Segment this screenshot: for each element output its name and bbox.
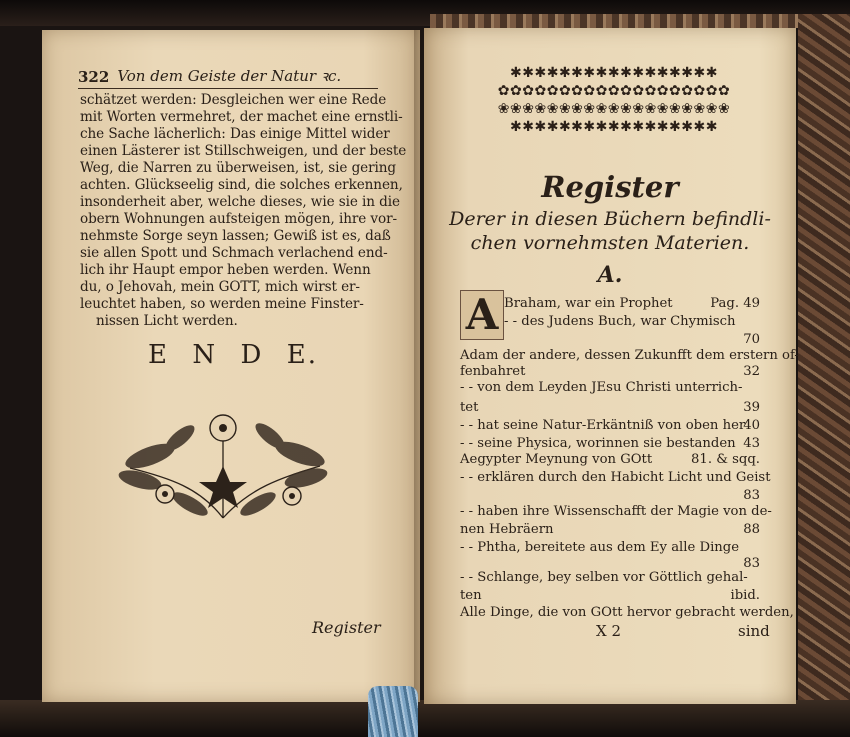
entry-text: - - des Judens Buch, war Chymisch — [504, 314, 736, 329]
ornament-row: ✱✱✱✱✱✱✱✱✱✱✱✱✱✱✱✱✱ — [510, 120, 718, 135]
running-title: Von dem Geiste der Natur ꝛc. — [117, 67, 342, 85]
entry-text: - - Phtha, bereitete aus dem Ey alle Dinge — [460, 540, 740, 555]
text-line: sie allen Spott und Schmach verlachend end- — [80, 245, 388, 261]
entry-page: Pag. 49 — [710, 296, 760, 311]
index-entry — [460, 470, 771, 486]
catchword: sind — [738, 622, 770, 640]
ende-heading — [148, 340, 318, 370]
entry-page: 81. & sqq. — [691, 452, 760, 467]
entry-page: 32 — [743, 364, 760, 379]
ende-letter: E. — [286, 340, 318, 370]
text-line: insonderheit aber, welche dieses, wie sie in die — [80, 194, 400, 210]
text-line: leuchtet haben, so werden meine Finster- — [80, 296, 364, 312]
index-entry — [460, 588, 760, 604]
catchword: Register — [312, 618, 381, 637]
entry-text: ten — [460, 588, 482, 603]
ende-letter: N — [192, 340, 218, 370]
entry-page: 83 — [743, 488, 760, 503]
text-line: achten. Glückseelig sind, die solches erkennen, — [80, 177, 403, 193]
ornament-row: ✱✱✱✱✱✱✱✱✱✱✱✱✱✱✱✱✱ — [510, 66, 718, 81]
entry-text: - - von dem Leyden JEsu Christi unterrich- — [460, 380, 743, 395]
index-entry — [504, 296, 760, 312]
entry-text: Aegypter Meynung von GOtt — [460, 452, 653, 467]
drop-cap: A — [460, 290, 504, 340]
entry-text: nen Hebräern — [460, 522, 554, 537]
register-subtitle-line: chen vornehmsten Materien. — [470, 232, 750, 254]
index-entry — [460, 380, 760, 396]
text-line: obern Wohnungen aufsteigen mögen, ihre vor- — [80, 211, 397, 227]
index-entry — [460, 570, 760, 586]
entry-page: 83 — [743, 556, 760, 571]
running-head — [78, 64, 378, 89]
ornament-row: ✿✿✿✿✿✿✿✿✿✿✿✿✿✿✿✿✿✿✿ — [497, 84, 731, 99]
index-entry — [460, 400, 760, 416]
index-entry — [460, 504, 772, 520]
text-line: Weg, die Narren zu überweisen, ist, sie gering — [80, 160, 397, 176]
entry-text: - - erklären durch den Habicht Licht und Geist — [460, 470, 771, 485]
ende-letter: E — [148, 340, 169, 370]
text-line: du, o Jehovah, mein GOTT, mich wirst er- — [80, 279, 360, 295]
index-entry — [460, 348, 799, 364]
text-line: che Sache lächerlich: Das einige Mittel wider — [80, 126, 390, 142]
entry-text: - - seine Physica, worinnen sie bestanden — [460, 436, 736, 451]
signature-mark: X 2 — [596, 622, 621, 640]
text-line: lich ihr Haupt empor heben werden. Wenn — [80, 262, 371, 278]
text-line: nissen Licht werden. — [96, 313, 238, 329]
index-entry — [460, 605, 794, 621]
marbled-cover-edge — [430, 14, 830, 28]
text-line: nehmste Sorge seyn lassen; Gewiß ist es, daß — [80, 228, 391, 244]
entry-text: - - hat seine Natur-Erkäntniß von oben her — [460, 418, 746, 433]
entry-text: tet — [460, 400, 479, 415]
entry-page: ibid. — [730, 588, 760, 603]
entry-text: - - haben ihre Wissenschafft der Magie von de- — [460, 504, 772, 519]
section-letter: A. — [597, 262, 623, 288]
entry-page: 43 — [743, 436, 760, 451]
ende-letter: D — [240, 340, 264, 370]
floral-vignette-icon — [110, 408, 336, 534]
entry-page: 88 — [743, 522, 760, 537]
book-cover-bottom — [0, 700, 850, 737]
index-entry — [460, 452, 760, 468]
entry-page: 39 — [743, 400, 760, 415]
marbled-cover-side — [798, 14, 850, 719]
index-entry — [460, 540, 760, 556]
index-entry — [460, 436, 760, 452]
page-number: 322 — [78, 68, 110, 86]
ribbon-bookmark[interactable] — [368, 686, 418, 737]
entry-text: fenbahret — [460, 364, 526, 379]
text-line: schätzet werden: Desgleichen wer eine Rede — [80, 92, 387, 108]
index-entry — [504, 314, 760, 330]
text-line: mit Worten vermehret, der machet eine ernstli- — [80, 109, 403, 125]
entry-page: 70 — [743, 332, 760, 347]
index-entry — [460, 364, 760, 380]
entry-page: 40 — [743, 418, 760, 433]
ornament-row: ❀❀❀❀❀❀❀❀❀❀❀❀❀❀❀❀❀❀❀ — [497, 102, 731, 117]
text-line: einen Lästerer ist Stillschweigen, und der beste — [80, 143, 407, 159]
index-entry — [460, 522, 760, 538]
register-subtitle-line: Derer in diesen Büchern befindli- — [449, 208, 771, 230]
entry-text: Braham, war ein Prophet — [504, 296, 673, 311]
entry-text: - - Schlange, bey selben vor Göttlich gehal- — [460, 570, 748, 585]
entry-text: Adam der andere, dessen Zukunfft dem erstern of- — [460, 348, 799, 363]
entry-text: Alle Dinge, die von GOtt hervor gebracht werden, — [460, 605, 794, 620]
index-entry — [460, 418, 760, 434]
register-title: Register — [541, 170, 679, 204]
